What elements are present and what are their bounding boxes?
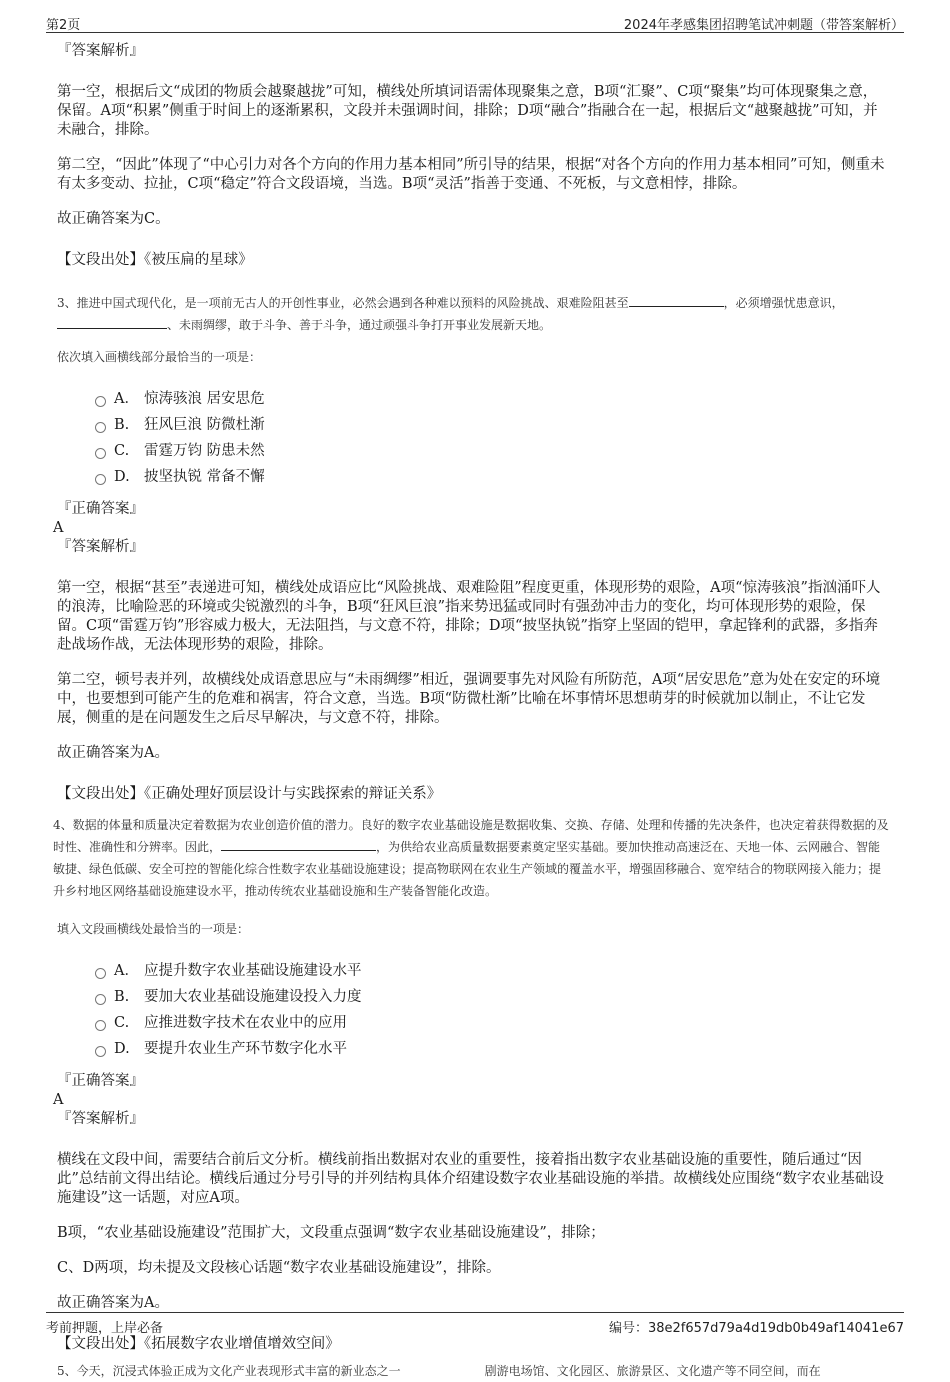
radio-icon[interactable] bbox=[95, 1020, 106, 1031]
q3-correct-answer: A bbox=[53, 520, 64, 536]
q3-stem-part2: ，必须增强忧患意识， bbox=[723, 296, 844, 310]
q3-conclusion: 故正确答案为A。 bbox=[57, 745, 169, 761]
q4-option-a[interactable]: A． 应提升数字农业基础设施建设水平 bbox=[95, 958, 890, 984]
radio-icon[interactable] bbox=[95, 448, 106, 459]
radio-icon[interactable] bbox=[95, 994, 106, 1005]
q3-option-c[interactable]: C. 雷霆万钧 防患未然 bbox=[95, 438, 890, 464]
q4-options bbox=[57, 958, 890, 1062]
radio-icon[interactable] bbox=[95, 1046, 106, 1057]
q5-partial bbox=[57, 1366, 890, 1380]
q4-option-c[interactable]: C. 应推进数字技术在农业中的应用 bbox=[95, 1010, 890, 1036]
q3-stem-part1: 3、推进中国式现代化，是一项前无古人的开创性事业，必然会遇到各种难以预料的风险挑战、艰难险阻甚至 bbox=[57, 296, 629, 310]
q3-option-d[interactable]: D. 披坚执锐 常备不懈 bbox=[95, 464, 890, 490]
document-title: 2024年孝感集团招聘笔试冲刺题（带答案解析） bbox=[623, 18, 904, 33]
q3-prompt: 依次填入画横线部分最恰当的一项是： bbox=[57, 350, 262, 364]
q2-analysis-para1: 第一空，根据后文“成团的物质会越聚越拢”可知，横线处所填词语需体现聚集之意，B项“汇聚”、C项“聚集”均可体现聚集之意，保留。A项“积累”侧重于时间上的逐渐累积，文段并未强调时间，排除；D项“融合”指融合在一起，根据后文“越聚越拢”可知，并未融合，排除。 bbox=[57, 84, 878, 138]
q4-analysis-para2: B项，“农业基础设施建设”范围扩大，文段重点强调“数字农业基础设施建设”，排除； bbox=[57, 1225, 605, 1241]
q4-stem bbox=[53, 814, 890, 902]
q4-correct-answer: A bbox=[53, 1092, 64, 1108]
q3-blank-1 bbox=[629, 294, 724, 307]
q5-partial-text: 5、今天，沉浸式体验正成为文化产业表现形式丰富的新业态之一 剧游电场馆、文化园区、旅游景区、文化遗产等不同空间，而在 bbox=[57, 1364, 821, 1378]
q4-source: 【文段出处】《拓展数字农业增值增效空间》 bbox=[57, 1336, 340, 1352]
q3-options bbox=[57, 386, 890, 490]
q3-source: 【文段出处】《正确处理好顶层设计与实践探索的辩证关系》 bbox=[57, 786, 442, 802]
q4-stem-part1: 4、数据的体量和质量决定着数据为农业创造价值的潜力。良好的数字农业基础设施是数据收集、交换、存储、处理和传播的先决条件，也决定着获得数据的及时性、准确性和分辨率。因此， bbox=[53, 818, 889, 854]
q4-analysis-label: 『答案解析』 bbox=[57, 1111, 144, 1127]
q4-option-d[interactable]: D. 要提升农业生产环节数字化水平 bbox=[95, 1036, 890, 1062]
q4-conclusion: 故正确答案为A。 bbox=[57, 1295, 169, 1311]
page-footer bbox=[46, 1312, 904, 1335]
q4-blank bbox=[221, 838, 376, 851]
q4-analysis-para3: C、D两项，均未提及文段核心话题“数字农业基础设施建设”，排除。 bbox=[57, 1260, 501, 1276]
q2-source: 【文段出处】《被压扁的星球》 bbox=[57, 252, 253, 268]
radio-icon[interactable] bbox=[95, 968, 106, 979]
footer-slogan: 考前押题，上岸必备 bbox=[46, 1321, 164, 1336]
q3-analysis-para2: 第二空，顿号表并列，故横线处成语意思应与“未雨绸缪”相近，强调要事先对风险有所防范，A项“居安思危”意为处在安定的环境中，也要想到可能产生的危难和祸害，符合文意，当选。B项“防微杜渐”比喻在坏事情坏思想萌芽的时候就加以制止，不让它发展，侧重的是在问题发生之后尽早解决，与文意不符，排除。 bbox=[57, 672, 881, 726]
q3-option-b[interactable]: B. 狂风巨浪 防微杜渐 bbox=[95, 412, 890, 438]
radio-icon[interactable] bbox=[95, 474, 106, 485]
radio-icon[interactable] bbox=[95, 396, 106, 407]
q4-option-b[interactable]: B. 要加大农业基础设施建设投入力度 bbox=[95, 984, 890, 1010]
q4-prompt: 填入文段画横线处最恰当的一项是： bbox=[57, 922, 250, 936]
q3-analysis-label: 『答案解析』 bbox=[57, 539, 144, 555]
q3-stem-part3: 、未雨绸缪，敢于斗争、善于斗争，通过顽强斗争打开事业发展新天地。 bbox=[167, 318, 552, 332]
q4-analysis-para1: 横线在文段中间，需要结合前后文分析。横线前指出数据对农业的重要性，接着指出数字农业基础设施的重要性，随后通过“因此”总结前文得出结论。横线后通过分号引导的并列结构具体介绍建设数字农业基础设施的举措。故横线处应围绕“数字农业基础设施建设”这一话题，对应A项。 bbox=[57, 1152, 884, 1206]
q2-conclusion: 故正确答案为C。 bbox=[57, 211, 170, 227]
document-code: 编号：38e2f657d79a4d19db0b49af14041e67 bbox=[608, 1321, 904, 1336]
q3-correct-label: 『正确答案』 bbox=[57, 501, 144, 517]
q3-analysis-para1: 第一空，根据“甚至”表递进可知，横线处成语应比“风险挑战、艰难险阻”程度更重，体现形势的艰险，A项“惊涛骇浪”指汹涌吓人的浪涛，比喻险恶的环境或尖锐激烈的斗争，B项“狂风巨浪”指来势迅猛或同时有强劲冲击力的变化，均可体现形势的艰险，保留。C项“雷霆万钧”形容威力极大，无法阻挡，与文意不符，排除；D项“披坚执锐”指穿上坚固的铠甲，拿起锋利的武器，多指奔赴战场作战，无法体现形势的艰险，排除。 bbox=[57, 580, 881, 653]
radio-icon[interactable] bbox=[95, 422, 106, 433]
q4-stem-part2: ，为供给农业高质量数据要素奠定坚实基础。要加快推动高速泛在、天地一体、云网融合、智能敏捷、绿色低碳、安全可控的智能化综合性数字农业基础设施建设；提高物联网在农业生产领域的覆盖水平，增强固移融合、宽窄结合的物联网接入能力；提升乡村地区网络基础设施建设水平，推动传统农业基础设施和生产装备智能化改造。 bbox=[53, 840, 882, 898]
page-number: 第2页 bbox=[46, 18, 81, 33]
q2-analysis-label: 『答案解析』 bbox=[57, 43, 144, 59]
q3-stem bbox=[57, 292, 890, 336]
page-header bbox=[46, 12, 904, 33]
q2-analysis-para2: 第二空，“因此”体现了“中心引力对各个方向的作用力基本相同”所引导的结果，根据“对各个方向的作用力基本相同”可知，侧重未有太多变动、拉扯，C项“稳定”符合文段语境，当选。B项“灵活”指善于变通、不死板，与文意相悖，排除。 bbox=[57, 157, 885, 192]
q4-correct-label: 『正确答案』 bbox=[57, 1073, 144, 1089]
q3-option-a[interactable]: A． 惊涛骇浪 居安思危 bbox=[95, 386, 890, 412]
q3-blank-2 bbox=[57, 316, 167, 329]
